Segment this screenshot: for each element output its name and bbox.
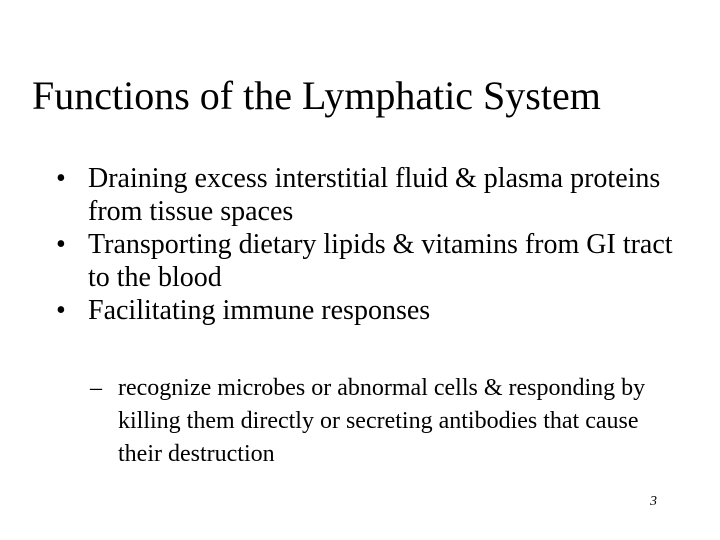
- sub-bullet-text: recognize microbes or abnormal cells & responding by killing them directly or secreting antibodies that cause their destruction: [118, 375, 646, 467]
- bullet-list: [56, 162, 676, 327]
- sub-bullet-marker: –: [90, 375, 102, 401]
- sub-bullet-item: [90, 372, 670, 471]
- bullet-item: [56, 162, 676, 228]
- bullet-marker: •: [56, 229, 66, 260]
- bullet-marker: •: [56, 163, 66, 194]
- page-number: 3: [650, 494, 657, 509]
- bullet-item: [56, 228, 676, 294]
- bullet-item: [56, 294, 676, 327]
- slide-title: Functions of the Lymphatic System: [32, 73, 601, 118]
- bullet-text: Facilitating immune responses: [88, 295, 431, 326]
- sub-bullet-list: [90, 372, 670, 471]
- bullet-text: Draining excess interstitial fluid & plasma proteins from tissue spaces: [88, 163, 661, 227]
- bullet-marker: •: [56, 295, 66, 326]
- bullet-text: Transporting dietary lipids & vitamins from GI tract to the blood: [88, 229, 673, 293]
